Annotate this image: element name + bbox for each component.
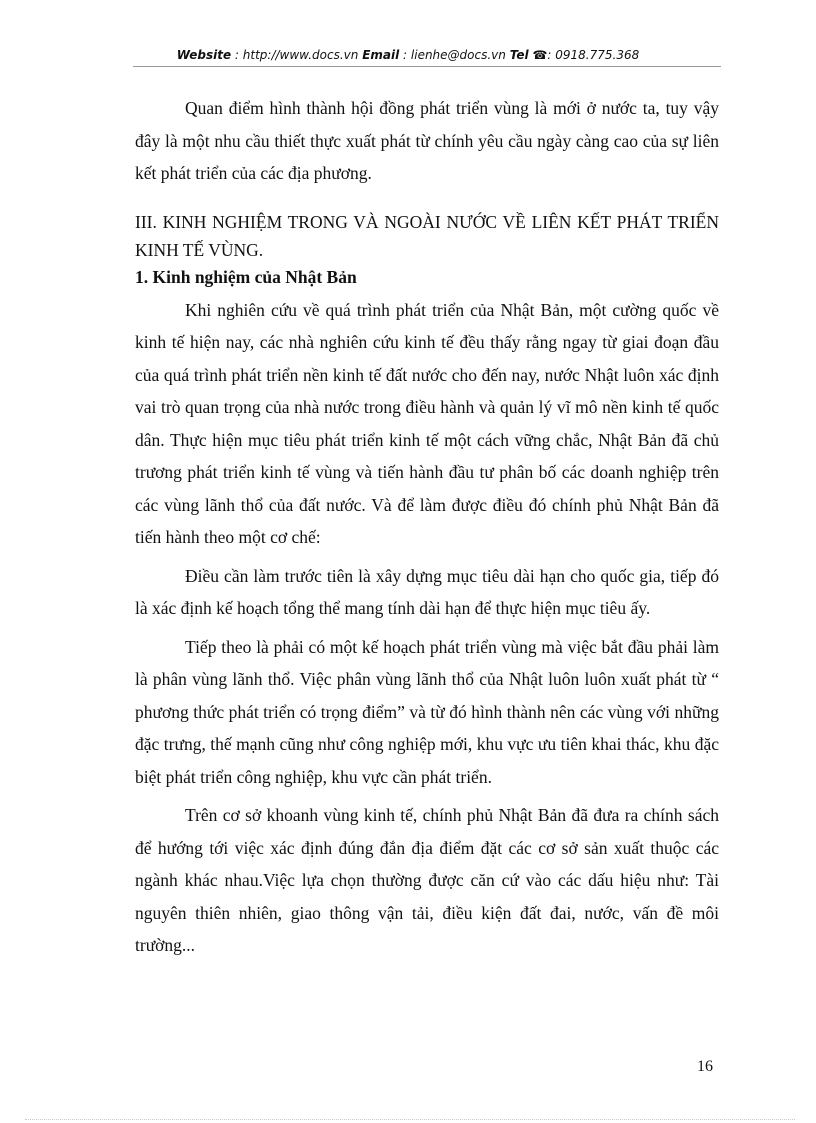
page-number: 16: [697, 1058, 713, 1075]
document-body: [135, 92, 719, 962]
header-email-value: : lienhe@docs.vn: [403, 48, 506, 62]
body-paragraph: Tiếp theo là phải có một kế hoạch phát triển vùng mà việc bắt đầu phải làm là phân vùng lãnh thổ. Việc phân vùng lãnh thổ của Nhật luôn luôn xuất phát từ “ phương thức phát triển có trọng điểm” và từ đó hình thành nên các vùng với những đặc trưng, thế mạnh cũng như công nghiệp mới, khu vực ưu tiên khai thác, khu đặc biệt phát triển công nghiệp, khu vực cần phát triển.: [135, 636, 719, 787]
body-paragraph: Trên cơ sở khoanh vùng kinh tế, chính phủ Nhật Bản đã đưa ra chính sách để hướng tới việc xác định đúng đắn địa điểm đặt các cơ sở sản xuất thuộc các ngành khác nhau.Việc lựa chọn thường được căn cứ vào các dấu hiệu như: Tài nguyên thiên nhiên, giao thông vận tải, điều kiện đất đai, nước, vấn đề môi trường...: [135, 805, 719, 955]
header-website-label: Website: [176, 48, 232, 62]
body-paragraph: Khi nghiên cứu về quá trình phát triển của Nhật Bản, một cường quốc về kinh tế hiện nay, các nhà nghiên cứu kinh tế đều thấy rằng ngay từ giai đoạn đầu của quá trình phát triển nền kinh tế đất nước cho đến nay, nước Nhật luôn xác định vai trò quan trọng của nhà nước trong điều hành và quản lý vĩ mô nền kinh tế quốc dân. Thực hiện mục tiêu phát triển kinh tế một cách vững chắc, Nhật Bản đã chủ trương phát triển kinh tế vùng và tiến hành đầu tư phân bố các doanh nghiệp trên các vùng lãnh thổ của đất nước. Và để làm được điều đó chính phủ Nhật Bản đã tiến hành theo một cơ chế:: [135, 299, 719, 547]
subheading: 1. Kinh nghiệm của Nhật Bản: [135, 266, 357, 287]
body-paragraph: Điều cần làm trước tiên là xây dựng mục tiêu dài hạn cho quốc gia, tiếp đó là xác định kế hoạch tổng thể mang tính dài hạn để thực hiện mục tiêu ấy.: [135, 565, 719, 618]
footer-divider: [25, 1119, 795, 1120]
page-header: [0, 48, 816, 62]
intro-paragraph: Quan điểm hình thành hội đồng phát triển vùng là mới ở nước ta, tuy vậy đây là một nhu cầu thiết thực xuất phát từ chính yêu cầu ngày càng cao của sự liên kết phát triển của các địa phương.: [135, 98, 719, 183]
header-website-value: : http://www.docs.vn: [234, 48, 359, 62]
header-tel-value: : 0918.775.368: [547, 48, 640, 62]
phone-icon: ☎: [532, 48, 548, 62]
header-email-label: Email: [362, 48, 400, 62]
section-heading: III. KINH NGHIỆM TRONG VÀ NGOÀI NƯỚC VỀ LIÊN KẾT PHÁT TRIỂN KINH TẾ VÙNG.: [135, 211, 719, 260]
header-tel-label: Tel: [509, 48, 529, 62]
header-divider: [133, 66, 721, 67]
